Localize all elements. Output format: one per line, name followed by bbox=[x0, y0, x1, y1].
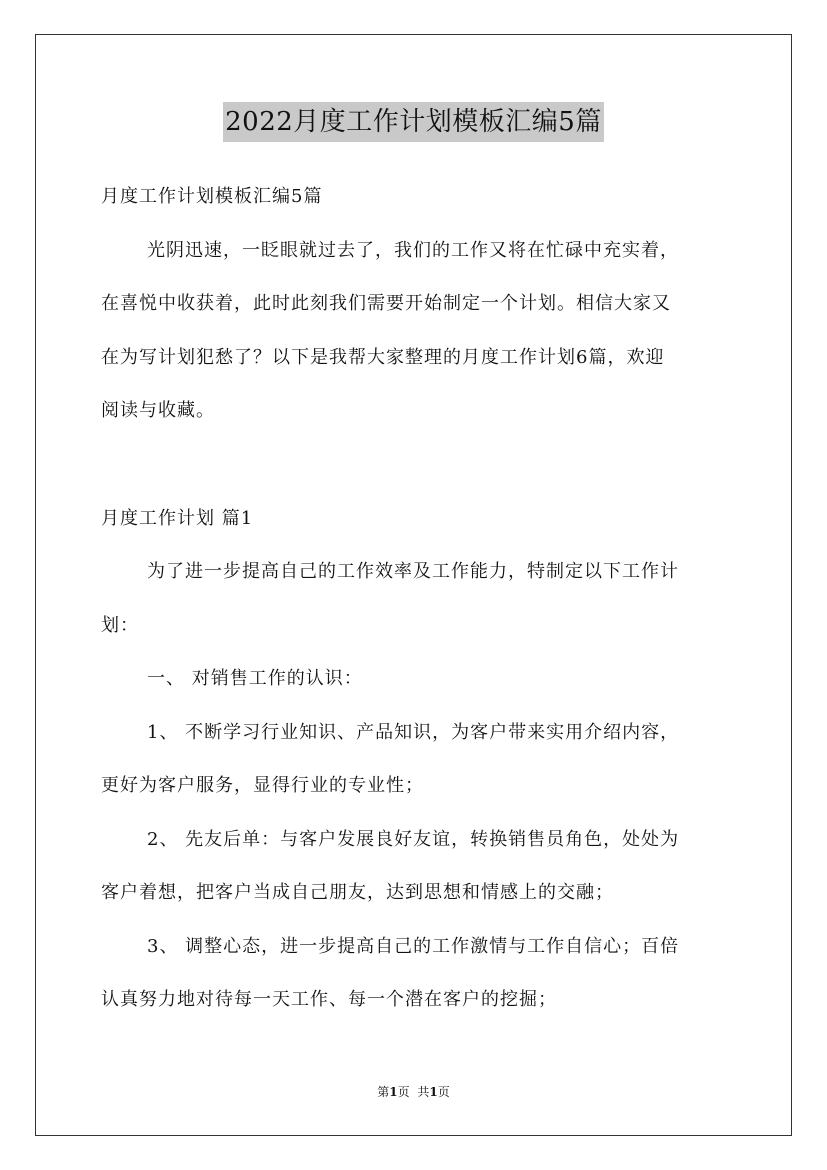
text-line: 3、 调整心态，进一步提高自己的工作激情与工作自信心；百倍 bbox=[147, 935, 680, 957]
text-line: 更好为客户服务，显得行业的专业性； bbox=[101, 775, 424, 796]
text-line: 阅读与收藏。 bbox=[101, 400, 215, 421]
document-body bbox=[101, 170, 729, 1027]
title-wrap bbox=[0, 102, 827, 142]
text-line: 在为写计划犯愁了？以下是我帮大家整理的月度工作计划6篇，欢迎 bbox=[101, 346, 665, 368]
footer-page-number: 1 bbox=[389, 1085, 398, 1099]
paragraph-gap bbox=[101, 438, 729, 492]
text-line: 月度工作计划模板汇编5篇 bbox=[101, 186, 323, 207]
footer-page-prefix: 第 bbox=[377, 1085, 390, 1099]
text-line: 认真努力地对待每一天工作、每一个潜在客户的挖掘； bbox=[101, 989, 557, 1010]
document-title: 2022月度工作计划模板汇编5篇 bbox=[223, 102, 604, 142]
text-line: 客户着想，把客户当成自己朋友，达到思想和情感上的交融； bbox=[101, 882, 614, 903]
footer-total-number: 1 bbox=[429, 1085, 438, 1099]
text-line: 2、 先友后单：与客户发展良好友谊，转换销售员角色，处处为 bbox=[147, 828, 680, 850]
footer-total-prefix: 共 bbox=[417, 1085, 430, 1099]
text-line: 月度工作计划 篇1 bbox=[101, 507, 254, 529]
footer-page-suffix: 页 bbox=[397, 1085, 410, 1099]
text-line: 1、 不断学习行业知识、产品知识，为客户带来实用介绍内容， bbox=[147, 721, 680, 743]
text-line: 光阴迅速，一眨眼就过去了，我们的工作又将在忙碌中充实着， bbox=[147, 239, 679, 261]
text-line: 一、 对销售工作的认识： bbox=[147, 668, 363, 689]
text-line: 划： bbox=[101, 614, 139, 636]
footer-total-suffix: 页 bbox=[437, 1085, 450, 1099]
page-footer bbox=[0, 1083, 827, 1101]
text-line: 在喜悦中收获着，此时此刻我们需要开始制定一个计划。相信大家又 bbox=[101, 293, 671, 314]
text-line: 为了进一步提高自己的工作效率及工作能力，特制定以下工作计 bbox=[147, 561, 679, 582]
